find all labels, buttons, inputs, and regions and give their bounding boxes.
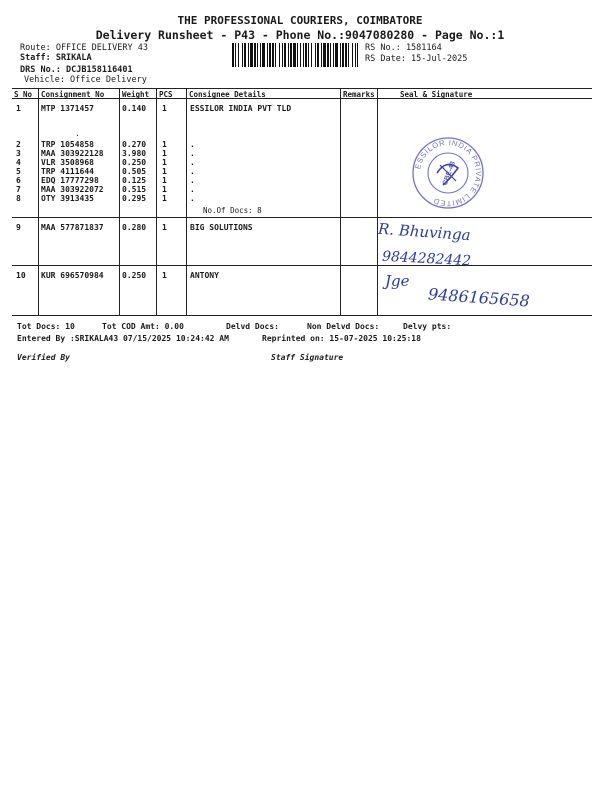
- col-header-seal-signature: Seal & Signature: [400, 90, 473, 99]
- col-header-remarks: Remarks: [343, 90, 375, 99]
- row9-pcs: 1: [162, 223, 167, 232]
- row9-consignment: MAA 577871837: [41, 223, 104, 232]
- barcode-bar: [342, 43, 344, 67]
- barcode-bar: [250, 43, 253, 67]
- non-delivered-docs: Non Delvd Docs:: [307, 322, 380, 331]
- barcode-bar: [317, 43, 319, 67]
- row4-weight: 0.250: [122, 158, 147, 167]
- row7-consignment: MAA 303922072: [41, 185, 104, 194]
- row3-consignment: MAA 303922128: [41, 149, 104, 158]
- row4-pcs: 1: [162, 158, 167, 167]
- barcode-bar: [321, 43, 322, 67]
- barcode-bar: [244, 43, 246, 67]
- row9-weight: 0.280: [122, 223, 147, 232]
- barcode-bar: [327, 43, 329, 67]
- barcode-bar: [260, 43, 261, 67]
- seal-center-text: CBE-43: [441, 160, 457, 187]
- row3-weight: 3.980: [122, 149, 147, 158]
- total-docs: Tot Docs: 10: [17, 322, 75, 331]
- vehicle-label: Vehicle: Office Delivery: [24, 75, 147, 85]
- barcode-bar: [300, 43, 301, 67]
- row5-consignment: TRP 4111644: [41, 167, 94, 176]
- row10-pcs: 1: [162, 271, 167, 280]
- barcode-bar: [311, 43, 312, 67]
- row8-consignment: OTY 3913435: [41, 194, 94, 203]
- col-header-consignment: Consignment No: [41, 90, 105, 99]
- row4-consignment: VLR 3508968: [41, 158, 94, 167]
- barcode-bar: [257, 43, 258, 67]
- col-header-pcs: PCS: [159, 90, 173, 99]
- staff-signature: Staff Signature: [271, 353, 344, 362]
- barcode-bar: [254, 43, 256, 67]
- barcode-bar: [242, 43, 243, 67]
- row10-consignment: KUR 696570984: [41, 271, 104, 280]
- row9-sno: 9: [16, 223, 21, 232]
- row4-sno: 4: [16, 158, 21, 167]
- barcode-bar: [288, 43, 289, 67]
- col-header-weight: Weight: [122, 90, 150, 99]
- barcode-bar: [282, 43, 283, 67]
- runsheet-table: [12, 88, 592, 316]
- row8-weight: 0.295: [122, 194, 147, 203]
- barcode-bar: [290, 43, 292, 67]
- row3-sno: 3: [16, 149, 21, 158]
- company-seal-stamp: [410, 135, 486, 211]
- total-cod-amount: Tot COD Amt: 0.00: [102, 322, 184, 331]
- barcode-bar: [269, 43, 271, 67]
- seal-company-text: ESSILOR INDIA PRIVATE LIMITED: [413, 137, 484, 209]
- barcode-bar: [355, 43, 356, 67]
- row8-sno: 8: [16, 194, 21, 203]
- rs-number: RS No.: 1581164: [365, 43, 442, 53]
- barcode-bar: [267, 43, 268, 67]
- barcode-bar: [345, 43, 347, 67]
- barcode-bar: [308, 43, 309, 67]
- group-doc-count: No.Of Docs: 8: [203, 206, 262, 215]
- company-name: THE PROFESSIONAL COURIERS, COIMBATORE: [177, 14, 423, 27]
- row5-sno: 5: [16, 167, 21, 176]
- barcode-bar: [293, 43, 296, 67]
- signature-row10-name: Jge: [385, 272, 410, 290]
- barcode-bar: [279, 43, 280, 67]
- rs-date: RS Date: 15-Jul-2025: [365, 54, 468, 64]
- delivery-points: Delvy pts:: [403, 322, 452, 331]
- col-header-consignee: Consignee Details: [189, 90, 266, 99]
- row7-pcs: 1: [162, 185, 167, 194]
- row7-sno: 7: [16, 185, 21, 194]
- row6-consignee: .: [190, 176, 195, 185]
- barcode-bar: [323, 43, 326, 67]
- row5-consignee: .: [190, 167, 195, 176]
- delivered-docs: Delvd Docs:: [226, 322, 279, 331]
- row3-consignee: .: [190, 149, 195, 158]
- row10-sno: 10: [16, 271, 26, 280]
- row2-weight: 0.270: [122, 140, 147, 149]
- barcode-bar: [357, 43, 358, 67]
- barcode: [232, 43, 358, 67]
- barcode-bar: [333, 43, 334, 67]
- signature-row9-name: R. Bhuvinga: [377, 219, 472, 245]
- drs-number: DRS No.: DCJB158116401: [20, 65, 133, 75]
- row4-consignee: .: [190, 158, 195, 167]
- row7-weight: 0.515: [122, 185, 147, 194]
- barcode-bar: [305, 43, 307, 67]
- row6-weight: 0.125: [122, 176, 147, 185]
- row1-consignment: MTP 1371457: [41, 104, 94, 113]
- row1-weight: 0.140: [122, 104, 147, 113]
- row8-consignee: .: [190, 194, 195, 203]
- barcode-bar: [232, 43, 234, 67]
- barcode-bar: [348, 43, 349, 67]
- row3-pcs: 1: [162, 149, 167, 158]
- reprinted-on: Reprinted on: 15-07-2025 10:25:18: [262, 334, 421, 343]
- row1-sno: 1: [16, 104, 21, 113]
- row5-weight: 0.505: [122, 167, 147, 176]
- route-label: Route: OFFICE DELIVERY 43: [20, 43, 148, 53]
- row6-sno: 6: [16, 176, 21, 185]
- signature-row9-phone: 9844282442: [381, 248, 472, 270]
- row2-sno: 2: [16, 140, 21, 149]
- barcode-bar: [238, 43, 239, 67]
- runsheet-title: Delivery Runsheet - P43 - Phone No.:9047080280 - Page No.:1: [95, 28, 505, 42]
- barcode-bar: [248, 43, 249, 67]
- row2-consignment: TRP 1054858: [41, 140, 94, 149]
- signature-row10-phone: 9486165658: [427, 284, 531, 311]
- barcode-bar: [297, 43, 298, 67]
- barcode-bar: [262, 43, 265, 67]
- row2-consignee: .: [190, 140, 195, 149]
- barcode-bar: [330, 43, 331, 67]
- row7-consignee: .: [190, 185, 195, 194]
- row6-pcs: 1: [162, 176, 167, 185]
- barcode-bar: [352, 43, 353, 67]
- barcode-bar: [275, 43, 276, 67]
- col-header-sno: S No: [14, 90, 33, 99]
- row10-weight: 0.250: [122, 271, 147, 280]
- row1-pcs: 1: [162, 104, 167, 113]
- barcode-bar: [284, 43, 286, 67]
- row6-consignment: EDQ 17777298: [41, 176, 99, 185]
- staff-label: Staff: SRIKALA: [20, 53, 92, 63]
- row10-consignee: ANTONY: [190, 271, 219, 280]
- row5-pcs: 1: [162, 167, 167, 176]
- row9-consignee: BIG SOLUTIONS: [190, 223, 253, 232]
- row2-pcs: 1: [162, 140, 167, 149]
- barcode-bar: [315, 43, 316, 67]
- verified-by: Verified By: [17, 353, 70, 362]
- barcode-bar: [235, 43, 236, 67]
- barcode-bar: [303, 43, 304, 67]
- barcode-bar: [272, 43, 274, 67]
- row1-consignee: ESSILOR INDIA PVT TLD: [190, 104, 292, 113]
- barcode-bar: [340, 43, 341, 67]
- row8-pcs: 1: [162, 194, 167, 203]
- entered-by: Entered By :SRIKALA43 07/15/2025 10:24:42 AM: [17, 334, 229, 343]
- barcode-bar: [335, 43, 338, 67]
- stray-dot: .: [75, 129, 80, 138]
